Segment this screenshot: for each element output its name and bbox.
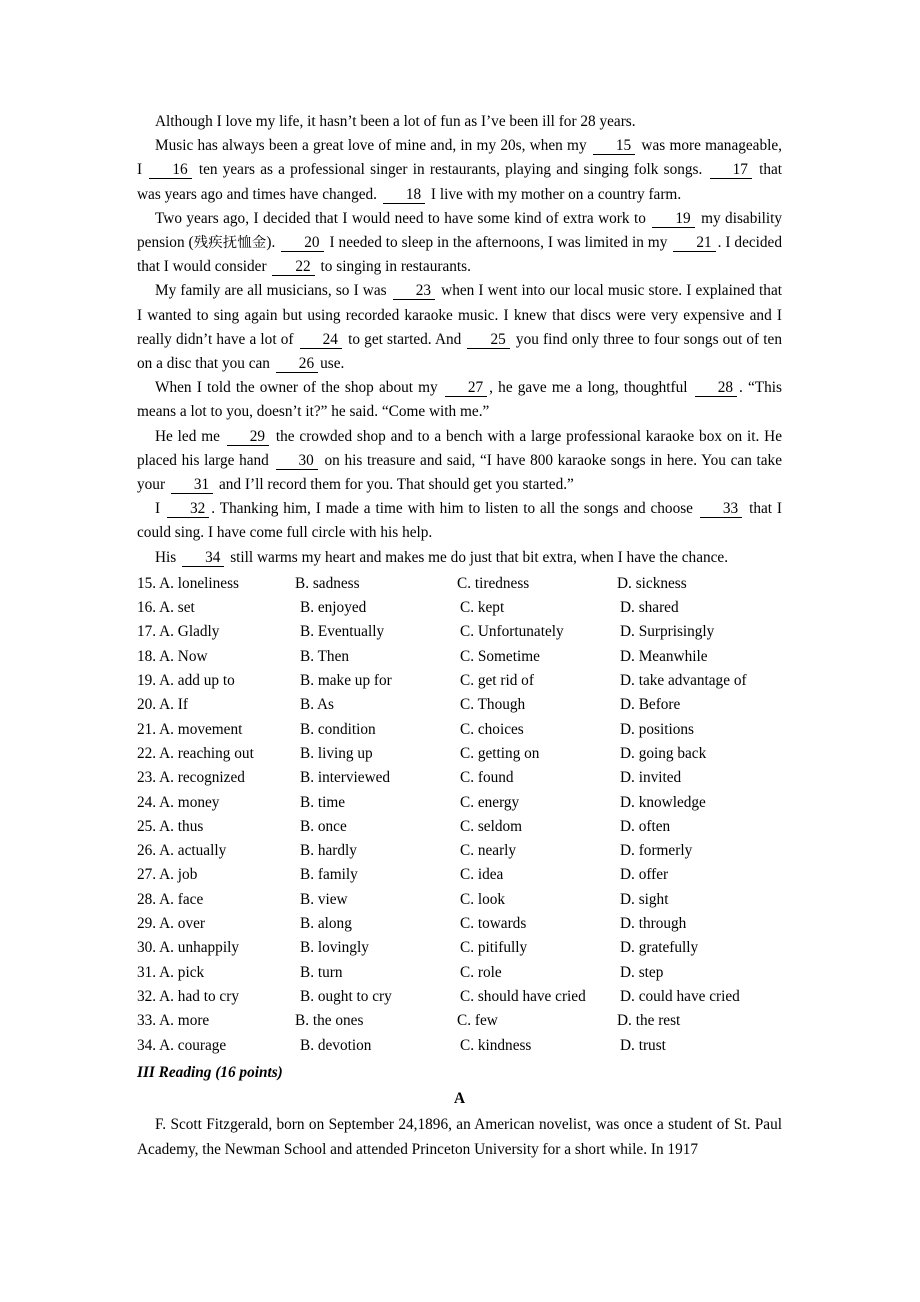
cloze-blank-30[interactable]: 30	[276, 453, 318, 470]
cloze-blank-19[interactable]: 19	[652, 211, 694, 228]
option-row	[137, 718, 802, 742]
option-a[interactable]: 34. A. courage	[137, 1036, 227, 1054]
option-c[interactable]: C. pitifully	[460, 939, 528, 957]
option-row	[137, 888, 802, 912]
option-c[interactable]: C. getting on	[460, 744, 540, 762]
option-c[interactable]: C. tiredness	[457, 574, 530, 592]
option-a[interactable]: 20. A. If	[137, 696, 188, 714]
cloze-blank-31[interactable]: 31	[171, 477, 213, 494]
option-row	[137, 961, 802, 985]
option-c[interactable]: C. should have cried	[460, 987, 586, 1005]
option-d[interactable]: D. offer	[620, 866, 669, 884]
option-c[interactable]: C. role	[460, 963, 502, 981]
option-c[interactable]: C. get rid of	[460, 672, 534, 690]
cloze-options-list	[137, 572, 802, 1058]
option-d[interactable]: D. sickness	[617, 574, 687, 592]
option-c[interactable]: C. idea	[460, 866, 504, 884]
option-row	[137, 596, 802, 620]
option-b[interactable]: B. enjoyed	[300, 599, 367, 617]
option-row	[137, 985, 802, 1009]
option-row	[137, 863, 802, 887]
passage-paragraph: I 32 . Thanking him, I made a time with him to listen to all the songs and choose 33 that I could sing. I have come full circle with his help.	[137, 500, 782, 542]
cloze-blank-22[interactable]: 22	[272, 259, 314, 276]
cloze-blank-26[interactable]: 26	[276, 356, 318, 373]
cloze-blank-32[interactable]: 32	[167, 501, 209, 518]
option-b[interactable]: B. hardly	[300, 842, 357, 860]
cloze-blank-27[interactable]: 27	[445, 380, 487, 397]
option-b[interactable]: B. family	[300, 866, 358, 884]
option-b[interactable]: B. time	[300, 793, 346, 811]
option-row	[137, 815, 802, 839]
option-c[interactable]: C. nearly	[460, 842, 517, 860]
option-row	[137, 912, 802, 936]
option-d[interactable]: D. could have cried	[620, 987, 740, 1005]
option-b[interactable]: B. ought to cry	[300, 987, 392, 1005]
option-a[interactable]: 26. A. actually	[137, 842, 227, 860]
option-a[interactable]: 19. A. add up to	[137, 672, 235, 690]
reading-passage-paragraph: F. Scott Fitzgerald, born on September 24,1896, an American novelist, was once a student of St. Paul Academy, the Newman School and attended Princeton University for a short while. In 1917	[137, 1115, 782, 1158]
option-b[interactable]: B. the ones	[295, 1012, 364, 1030]
reading-part-label: A	[453, 1089, 466, 1107]
option-c[interactable]: C. seldom	[460, 817, 523, 835]
option-row	[137, 645, 802, 669]
option-row	[137, 742, 802, 766]
option-b[interactable]: B. lovingly	[300, 939, 369, 957]
passage-paragraph: Although I love my life, it hasn’t been a lot of fun as I’ve been ill for 28 years.	[155, 113, 636, 130]
option-row	[137, 669, 802, 693]
option-b[interactable]: B. Eventually	[300, 623, 385, 641]
option-b[interactable]: B. along	[300, 915, 352, 933]
cloze-blank-24[interactable]: 24	[300, 332, 342, 349]
passage-paragraph: He led me 29 the crowded shop and to a bench with a large professional karaoke box on it. He placed his large hand 30 on his treasure and said, “I have 800 karaoke songs in here. You can take your 31 and I’ll record them for you. That should get you started.”	[137, 427, 782, 494]
cloze-passage	[137, 110, 782, 570]
option-a[interactable]: 28. A. face	[137, 890, 204, 908]
option-d[interactable]: D. gratefully	[620, 939, 699, 957]
option-a[interactable]: 30. A. unhappily	[137, 939, 239, 957]
option-a[interactable]: 31. A. pick	[137, 963, 205, 981]
option-c[interactable]: C. look	[460, 890, 506, 908]
option-d[interactable]: D. through	[620, 915, 687, 933]
option-row	[137, 572, 802, 596]
option-row	[137, 1009, 802, 1033]
option-a[interactable]: 22. A. reaching out	[137, 744, 254, 762]
option-b[interactable]: B. interviewed	[300, 769, 391, 787]
option-a[interactable]: 25. A. thus	[137, 817, 204, 835]
option-a[interactable]: 29. A. over	[137, 915, 205, 933]
option-c[interactable]: C. Though	[460, 696, 526, 714]
option-row	[137, 1034, 802, 1058]
option-a[interactable]: 18. A. Now	[137, 647, 208, 665]
option-d[interactable]: D. step	[620, 963, 664, 981]
cloze-blank-16[interactable]: 16	[149, 162, 191, 179]
passage-paragraph: Two years ago, I decided that I would need to have some kind of extra work to 19 my disability pension (残疾抚恤金). 20 I needed to sleep in the afternoons, I was limited in my 21 . I decided that I would consider 22 to singing in restaurants.	[137, 209, 782, 276]
option-a[interactable]: 27. A. job	[137, 866, 198, 884]
option-row	[137, 791, 802, 815]
cloze-blank-18[interactable]: 18	[383, 187, 425, 204]
passage-paragraph: When I told the owner of the shop about my 27 , he gave me a long, thoughtful 28 . “This means a lot to you, doesn’t it?” he said. “Come with me.”	[137, 379, 782, 421]
chinese-gloss: 残疾抚恤金	[193, 235, 267, 252]
cloze-blank-17[interactable]: 17	[710, 162, 752, 179]
option-a[interactable]: 33. A. more	[137, 1012, 210, 1030]
option-b[interactable]: B. turn	[300, 963, 343, 981]
option-a[interactable]: 32. A. had to cry	[137, 987, 239, 1005]
option-row	[137, 766, 802, 790]
option-a[interactable]: 17. A. Gladly	[137, 623, 220, 641]
option-d[interactable]: D. Surprisingly	[620, 623, 715, 641]
option-c[interactable]: C. Sometime	[460, 647, 540, 665]
cloze-blank-20[interactable]: 20	[281, 235, 323, 252]
option-a[interactable]: 23. A. recognized	[137, 769, 245, 787]
option-d[interactable]: D. the rest	[617, 1012, 681, 1030]
option-b[interactable]: B. sadness	[295, 574, 360, 592]
option-b[interactable]: B. make up for	[300, 672, 392, 690]
option-d[interactable]: D. trust	[620, 1036, 666, 1054]
cloze-blank-21[interactable]: 21	[673, 235, 715, 252]
option-b[interactable]: B. once	[300, 817, 347, 835]
option-d[interactable]: D. formerly	[620, 842, 693, 860]
option-d[interactable]: D. Before	[620, 696, 681, 714]
cloze-blank-33[interactable]: 33	[700, 501, 742, 518]
option-c[interactable]: C. kept	[460, 599, 505, 617]
option-d[interactable]: D. Meanwhile	[620, 647, 708, 665]
option-c[interactable]: C. energy	[460, 793, 520, 811]
cloze-blank-25[interactable]: 25	[467, 332, 509, 349]
option-c[interactable]: C. few	[457, 1012, 498, 1030]
passage-paragraph: His 34 still warms my heart and makes me do just that bit extra, when I have the chance.	[155, 548, 729, 566]
option-c[interactable]: C. kindness	[460, 1036, 532, 1054]
cloze-blank-15[interactable]: 15	[593, 138, 635, 155]
option-row	[137, 620, 802, 644]
option-a[interactable]: 21. A. movement	[137, 720, 243, 738]
option-d[interactable]: D. take advantage of	[620, 672, 747, 690]
cloze-blank-23[interactable]: 23	[393, 283, 435, 300]
option-a[interactable]: 24. A. money	[137, 793, 220, 811]
option-d[interactable]: D. going back	[620, 744, 707, 762]
cloze-blank-28[interactable]: 28	[695, 380, 737, 397]
passage-paragraph: Music has always been a great love of mine and, in my 20s, when my 15 was more manageable, I 16 ten years as a professional singer in restaurants, playing and singing folk songs. 17 that was years ago and times have changed. 18 I live with my mother on a country farm.	[137, 137, 783, 203]
cloze-blank-29[interactable]: 29	[227, 429, 269, 446]
option-c[interactable]: C. found	[460, 769, 514, 787]
option-row	[137, 693, 802, 717]
option-a[interactable]: 16. A. set	[137, 599, 195, 617]
option-a[interactable]: 15. A. loneliness	[137, 574, 239, 592]
option-d[interactable]: D. invited	[620, 769, 682, 787]
option-d[interactable]: D. shared	[620, 599, 679, 617]
option-c[interactable]: C. choices	[460, 720, 524, 738]
option-b[interactable]: B. condition	[300, 720, 376, 738]
option-d[interactable]: D. knowledge	[620, 793, 706, 811]
option-row	[137, 936, 802, 960]
option-b[interactable]: B. living up	[300, 744, 373, 762]
option-b[interactable]: B. view	[300, 890, 348, 908]
option-c[interactable]: C. Unfortunately	[460, 623, 564, 641]
option-b[interactable]: B. Then	[300, 647, 350, 665]
option-d[interactable]: D. often	[620, 817, 671, 835]
option-c[interactable]: C. towards	[460, 915, 527, 933]
option-d[interactable]: D. sight	[620, 890, 669, 908]
passage-paragraph: My family are all musicians, so I was 23 when I went into our local music store. I explained that I wanted to sing again but using recorded karaoke music. I knew that discs were very expensive and I really didn’t have a lot of 24 to get started. And 25 you find only three to four songs out of ten on a disc that you can 26 use.	[137, 282, 782, 373]
option-b[interactable]: B. devotion	[300, 1036, 372, 1054]
section-heading-reading: III Reading (16 points)	[137, 1063, 283, 1081]
option-row	[137, 839, 802, 863]
option-b[interactable]: B. As	[300, 696, 335, 714]
option-d[interactable]: D. positions	[620, 720, 694, 738]
cloze-blank-34[interactable]: 34	[182, 550, 224, 567]
